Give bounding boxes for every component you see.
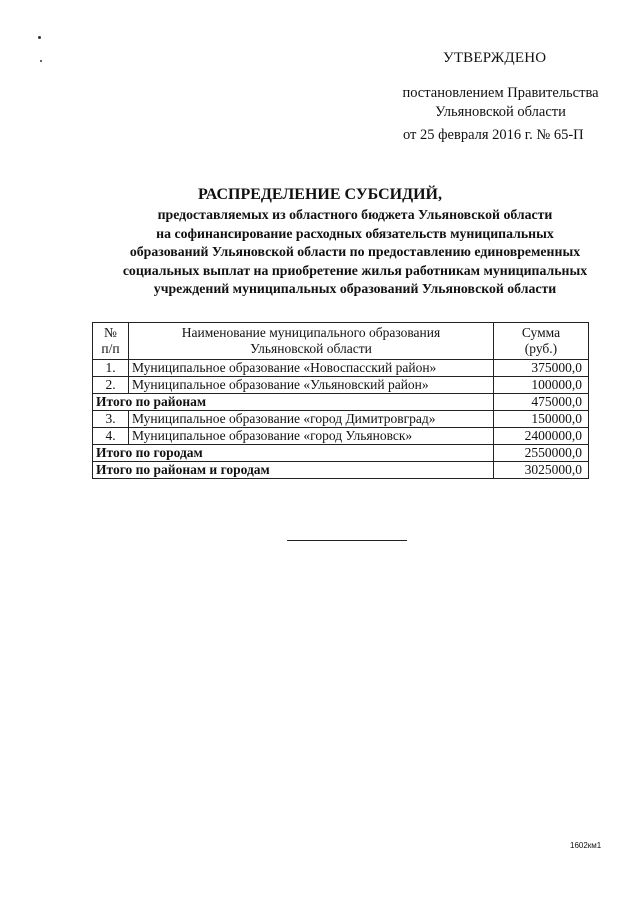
subtotal-row-districts xyxy=(93,394,589,411)
header-num xyxy=(93,323,129,360)
row-number: 3. xyxy=(93,411,129,428)
row-amount: 100000,0 xyxy=(494,377,589,394)
grand-total-row xyxy=(93,462,589,479)
grand-total-amount: 3025000,0 xyxy=(494,462,589,479)
subtotal-row-cities xyxy=(93,445,589,462)
approval-resolution-line: Ульяновской области xyxy=(435,104,566,120)
scan-speck xyxy=(38,36,41,39)
subtitle-line: на софинансирование расходных обязательств муниципальных xyxy=(156,225,554,241)
table-row xyxy=(93,360,589,377)
decree-date: от 25 февраля 2016 г. № 65-П xyxy=(403,127,584,143)
subtotal-amount: 2550000,0 xyxy=(494,445,589,462)
row-name: Муниципальное образование «город Димитровград» xyxy=(129,411,494,428)
header-sum-line: Сумма xyxy=(521,325,561,340)
header-sum xyxy=(494,323,589,360)
row-name: Муниципальное образование «город Ульяновск» xyxy=(129,428,494,445)
row-name: Муниципальное образование «Ульяновский район» xyxy=(129,377,494,394)
table-row xyxy=(93,428,589,445)
subtitle-line: социальных выплат на приобретение жилья работникам муниципальных xyxy=(122,262,588,278)
approved-label: УТВЕРЖДЕНО xyxy=(443,50,547,66)
row-amount: 2400000,0 xyxy=(494,428,589,445)
row-number: 1. xyxy=(93,360,129,377)
header-name-line: Наименование муниципального образования xyxy=(181,325,441,340)
approval-resolution xyxy=(398,84,603,122)
table-row xyxy=(93,411,589,428)
subtitle-line: образований Ульяновской области по предоставлению единовременных xyxy=(129,244,581,259)
subtotal-label: Итого по районам xyxy=(93,394,494,411)
closing-divider xyxy=(287,540,407,541)
table-header-row xyxy=(93,323,589,360)
scan-speck xyxy=(40,60,42,62)
header-num-line: № xyxy=(104,325,117,340)
footer-code: 1602км1 xyxy=(570,841,602,850)
document-title: РАСПРЕДЕЛЕНИЕ СУБСИДИЙ, xyxy=(197,186,442,203)
table-row xyxy=(93,377,589,394)
header-name xyxy=(129,323,494,360)
subtitle-line: предоставляемых из областного бюджета Ульяновской области xyxy=(157,207,553,222)
header-num-line: п/п xyxy=(101,341,120,356)
row-amount: 375000,0 xyxy=(494,360,589,377)
subtotal-amount: 475000,0 xyxy=(494,394,589,411)
row-number: 2. xyxy=(93,377,129,394)
document-subtitle xyxy=(95,206,615,299)
subtitle-line: учреждений муниципальных образований Ульяновской области xyxy=(153,281,557,296)
subsidy-table xyxy=(92,322,589,479)
row-number: 4. xyxy=(93,428,129,445)
grand-total-label: Итого по районам и городам xyxy=(93,462,494,479)
row-amount: 150000,0 xyxy=(494,411,589,428)
approval-resolution-line: постановлением Правительства xyxy=(402,85,599,101)
row-name: Муниципальное образование «Новоспасский район» xyxy=(129,360,494,377)
header-name-line: Ульяновской области xyxy=(250,341,372,356)
header-sum-line: (руб.) xyxy=(524,341,558,356)
subtotal-label: Итого по городам xyxy=(93,445,494,462)
